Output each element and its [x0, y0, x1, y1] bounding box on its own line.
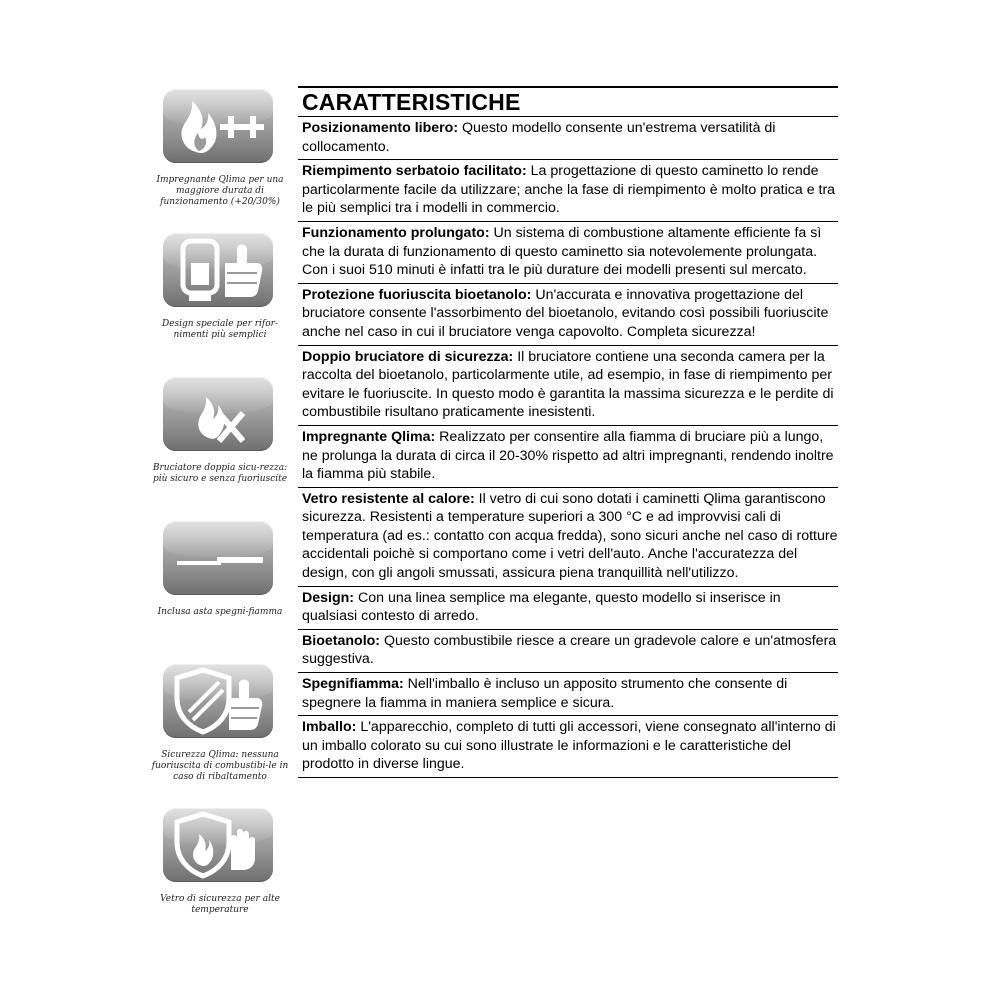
feature-row — [298, 345, 838, 425]
feature-heading: Design: — [302, 589, 355, 606]
fire-shield-hand-icon — [163, 808, 273, 882]
feature-text: Questo combustibile riesce a creare un gradevole calore e un'atmosfera suggestiva. — [302, 632, 837, 668]
feature-text: Il vetro di cui sono dotati i caminetti Qlima garantiscono sicurezza. Resistenti a temperature superiori a 300 °C e ad improvvisi cali di temperatura (ad es.: contatto con acqua fredda), sono sicuri anche nel caso di rotture accidentali poichè si comportano come i vetri dell'auto. Anche l'accuratezza del design, con gli angoli smussati, assicura piena tranquillità nell'utilizzo. — [302, 490, 838, 582]
feature-heading: Riempimento serbatoio facilitato: — [302, 163, 527, 180]
feature-text: Questo modello consente un'estrema versatilità di collocamento. — [302, 120, 776, 155]
feature-row — [298, 116, 838, 159]
feature-text: L'apparecchio, completo di tutti gli accessori, viene consegnato all'interno di un imballo colorato su cui sono illustrate le informazioni e le caratteristiche del prodotto in diverse lingue. — [302, 719, 836, 773]
icon-caption: Vetro di sicurezza per alte temperature — [160, 894, 280, 915]
feature-text: Nell'imballo è incluso un apposito strumento che consente di spegnere la fiamma in maniera semplice e sicura. — [302, 676, 788, 711]
page-title: CARATTERISTICHE — [302, 89, 521, 115]
feature-heading: Doppio bruciatore di sicurezza: — [302, 348, 514, 365]
feature-text: La progettazione di questo caminetto lo rende particolarmente facile da utilizzare; anche la fase di riempimento è molto pratica e tra le più semplici tra i modelli in commercio. — [302, 163, 836, 217]
feature-heading: Bioetanolo: — [302, 632, 381, 649]
feature-text: Con una linea semplice ma elegante, questo modello si inserisce in qualsiasi contesto di arredo. — [302, 589, 781, 625]
feature-text: Un'accurata e innovativa progettazione del bruciatore consente l'assorbimento del bioetanolo, evitando così possibili fuoriuscite anche nel caso in cui il bruciatore venga capovolto. Completa sicurezza! — [302, 286, 829, 340]
snuffer-tool-icon — [163, 521, 273, 595]
feature-heading: Imballo: — [302, 719, 357, 736]
feature-heading: Vetro resistente al calore: — [302, 490, 475, 507]
feature-text: Realizzato per consentire alla fiamma di bruciare più a lungo, ne prolunga la durata di circa il 20-30% rispetto ad altri impregnanti, rendendo inoltre la fiamma più stabile. — [302, 428, 834, 483]
feature-row — [298, 672, 838, 715]
icon-caption: Inclusa asta spegni-fiamma — [157, 607, 283, 617]
feature-row — [298, 425, 838, 487]
feature-text: Un sistema di combustione altamente efficiente fa sì che la durata di funzionamento di questo caminetto sia notevolemente prolungata. Con i suoi 510 minuti è infatti tra le più durature dei modelli presenti sul mercato. — [302, 224, 822, 279]
feature-text: Il bruciatore contiene una seconda camera per la raccolta del bioetanolo, particolarmente utile, ad esempio, in fase di riempimento per evitare le fuoriuscite. In questo modo è garantita la massima sicurezza e le perdite di combustibile risultano praticamente inesistenti. — [302, 348, 834, 421]
flame-plus-icon — [163, 89, 273, 163]
feature-row — [298, 487, 838, 586]
feature-heading: Spegnifiamma: — [302, 676, 404, 693]
feature-heading: Posizionamento libero: — [302, 120, 459, 136]
icon-caption: Bruciatore doppia sicu-rezza: più sicuro e senza fuoriuscite — [152, 463, 288, 484]
icon-caption: Impregnante Qlima per una maggiore durata di funzionamento (+20/30%) — [156, 175, 284, 207]
feature-row — [298, 629, 838, 672]
burner-cross-icon — [163, 377, 273, 451]
refill-tank-thumb-icon — [163, 233, 273, 307]
icon-column — [150, 0, 290, 1000]
icon-caption: Design speciale per rifor-nimenti più semplici — [161, 319, 279, 340]
feature-row — [298, 159, 838, 221]
feature-row — [298, 715, 838, 778]
feature-heading: Protezione fuoriuscita bioetanolo: — [302, 286, 532, 303]
icon-caption: Sicurezza Qlima: nessuna fuoriuscita di combustibi-le in caso di ribaltamento — [151, 750, 289, 782]
feature-row — [298, 586, 838, 629]
feature-heading: Impregnante Qlima: — [302, 428, 436, 445]
feature-row — [298, 221, 838, 283]
shield-thumb-icon — [163, 664, 273, 738]
features-panel — [298, 86, 838, 778]
feature-heading: Funzionamento prolungato: — [302, 224, 490, 241]
feature-row — [298, 283, 838, 345]
